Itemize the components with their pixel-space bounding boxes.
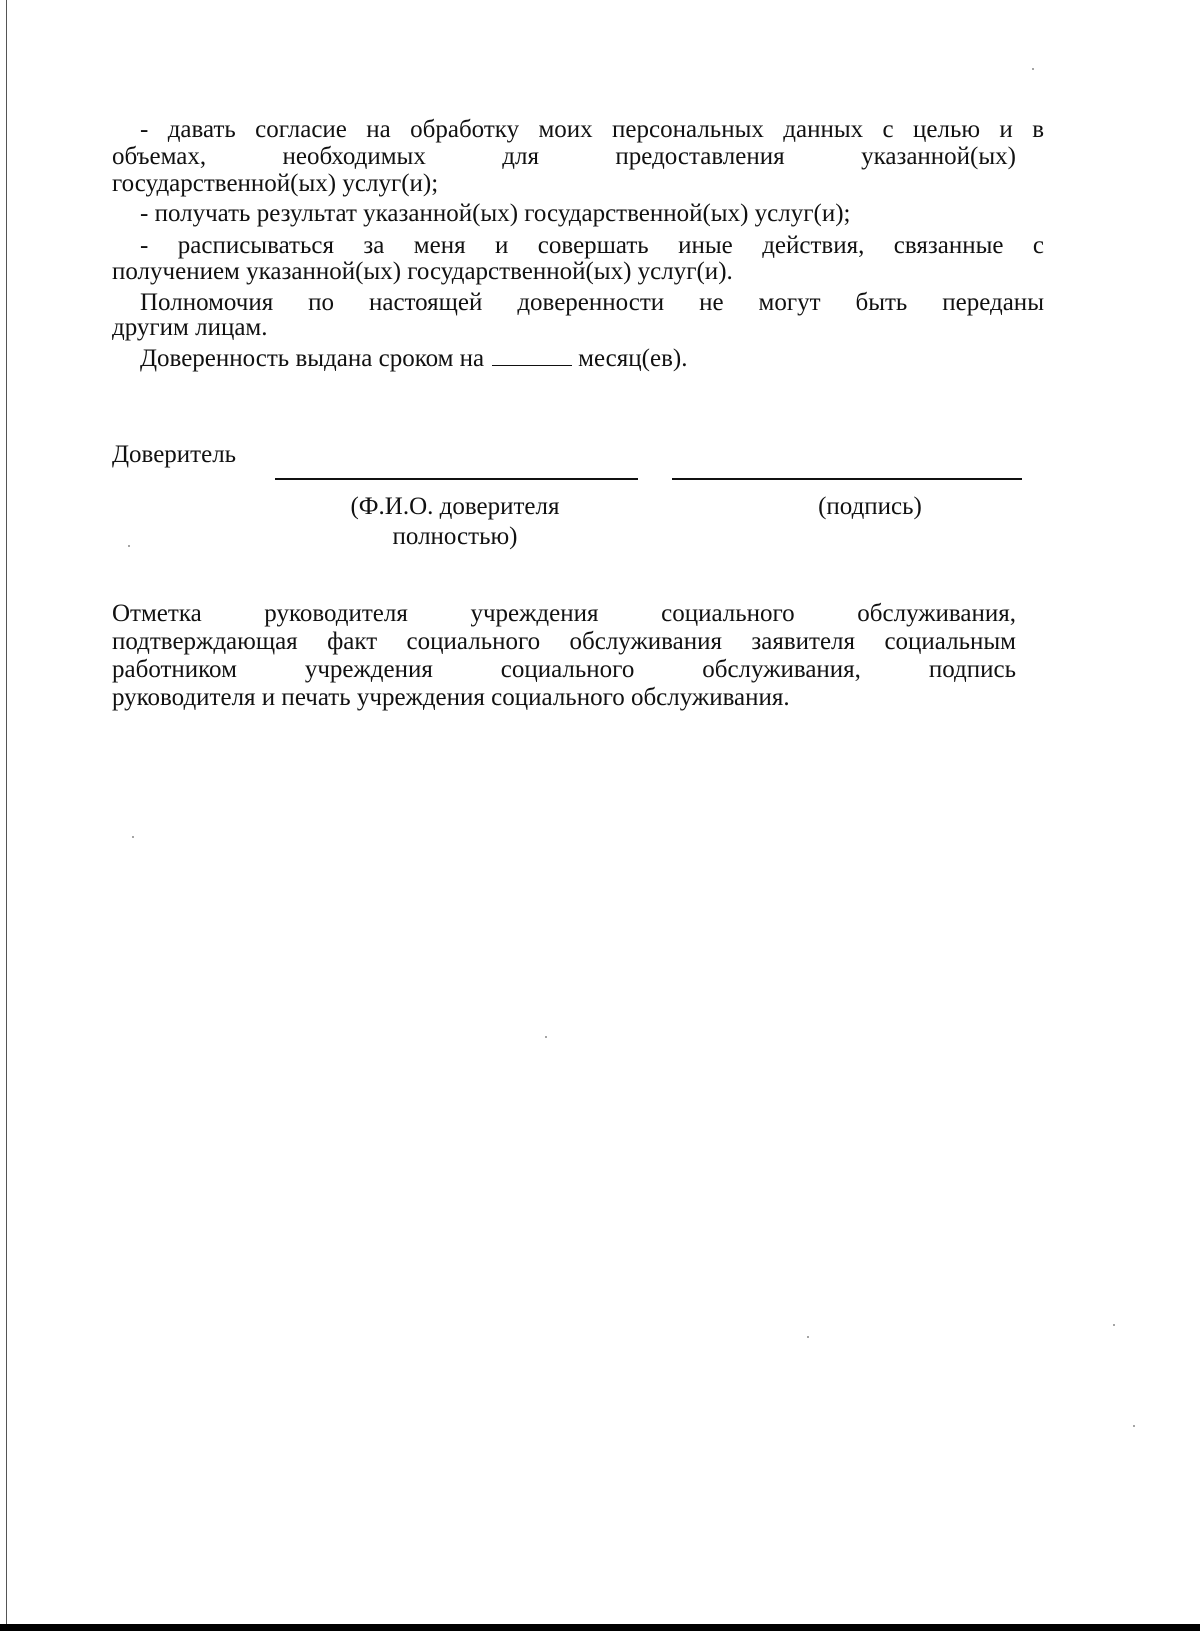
term-text-before: Доверенность выдана сроком на: [140, 345, 485, 372]
term-blank-field: [492, 345, 572, 366]
scan-edge-left: [6, 0, 7, 1631]
scan-speck: [128, 545, 130, 547]
body-line-3: государственной(ых) услуг(и);: [112, 170, 439, 197]
body-line-8: другим лицам.: [112, 314, 268, 341]
note-line-1: Отметка руководителя учреждения социального обслуживания,: [112, 600, 1016, 627]
scan-speck: [1113, 1324, 1115, 1326]
body-line-7: Полномочия по настоящей доверенности не могут быть переданы: [140, 289, 1044, 316]
name-rule: [275, 478, 638, 480]
note-line-4: руководителя и печать учреждения социального обслуживания.: [112, 684, 790, 711]
note-line-3: работником учреждения социального обслуживания, подпись: [112, 656, 1016, 683]
principal-label: Доверитель: [112, 441, 237, 468]
name-caption: [300, 492, 610, 552]
term-line: [112, 345, 1044, 372]
signature-rule: [672, 478, 1022, 480]
body-line-4: - получать результат указанной(ых) государственной(ых) услуг(и);: [140, 200, 851, 227]
name-caption-line2: полностью): [392, 523, 518, 550]
scan-speck: [1032, 68, 1034, 70]
body-line-2: объемах, необходимых для предоставления указанной(ых): [112, 143, 1016, 170]
note-line-2: подтверждающая факт социального обслуживания заявителя социальным: [112, 628, 1016, 655]
scan-speck: [1133, 1425, 1135, 1427]
signature-caption: (подпись): [818, 493, 922, 520]
body-line-5: - расписываться за меня и совершать иные действия, связанные с: [140, 232, 1044, 259]
body-line-6: получением указанной(ых) государственной(ых) услуг(и).: [112, 258, 733, 285]
scan-edge-bottom: [0, 1624, 1200, 1631]
scan-speck: [545, 1036, 547, 1038]
scan-speck: [132, 836, 134, 838]
body-line-1: - давать согласие на обработку моих персональных данных с целью и в: [140, 116, 1044, 143]
term-text-after: месяц(ев).: [578, 345, 688, 372]
name-caption-line1: (Ф.И.О. доверителя: [350, 493, 560, 520]
scan-speck: [807, 1336, 809, 1338]
